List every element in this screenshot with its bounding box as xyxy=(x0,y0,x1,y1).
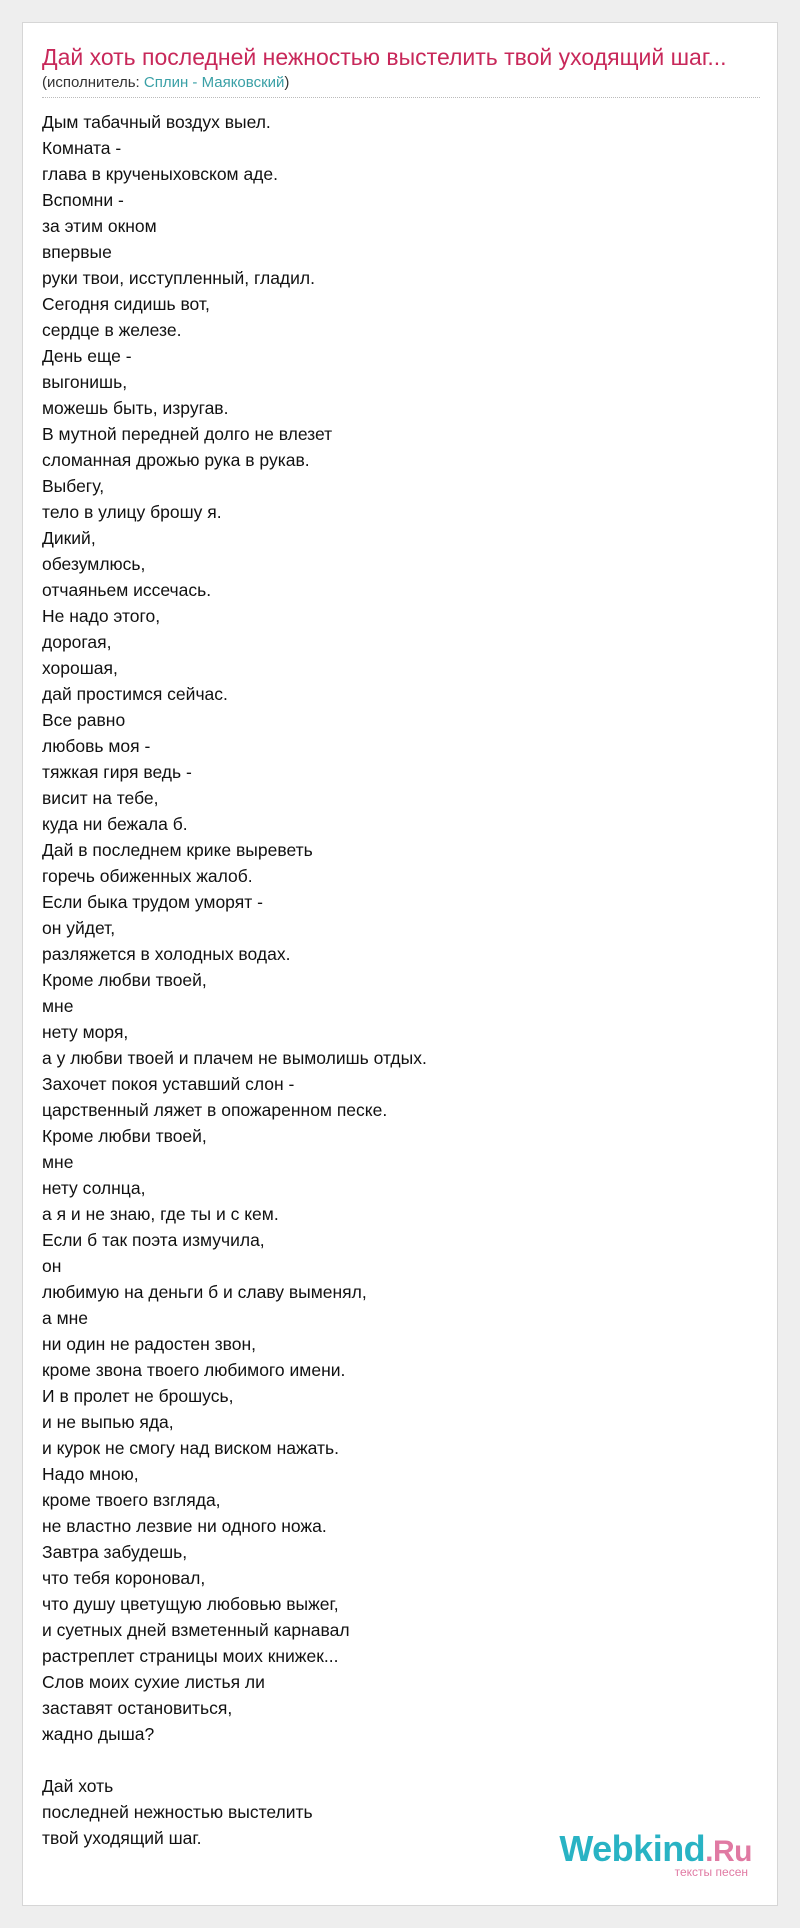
lyrics-line: что тебя короновал, xyxy=(42,1568,206,1588)
lyrics-line: мне xyxy=(42,996,74,1016)
lyrics-line: Кроме любви твоей, xyxy=(42,1126,207,1146)
lyrics-line: Кроме любви твоей, xyxy=(42,970,207,990)
lyrics-line: День еще - xyxy=(42,346,132,366)
lyrics-line: ни один не радостен звон, xyxy=(42,1334,257,1354)
artist-link[interactable]: Сплин - Маяковский xyxy=(143,74,285,91)
lyrics-line: впервые xyxy=(42,242,112,262)
lyrics-line: тело в улицу брошу я. xyxy=(42,502,222,522)
lyrics-line: а мне xyxy=(42,1308,89,1328)
lyrics-line: он xyxy=(42,1256,62,1276)
logo-main-text: Webkind xyxy=(559,1828,706,1869)
lyrics-line: жадно дыша? xyxy=(42,1724,155,1744)
lyrics-line: Все равно xyxy=(42,710,126,730)
lyrics-line: нету моря, xyxy=(42,1022,129,1042)
lyrics-line: руки твои, исступленный, гладил. xyxy=(42,268,315,288)
lyrics-line: Дикий, xyxy=(42,528,96,548)
lyrics-line: а я и не знаю, где ты и с кем. xyxy=(42,1204,279,1224)
lyrics-line: выгонишь, xyxy=(42,372,128,392)
lyrics-line: и суетных дней взметенный карнавал xyxy=(42,1620,350,1640)
lyrics-line: растреплет страницы моих книжек... xyxy=(42,1646,339,1666)
lyrics-line: горечь обиженных жалоб. xyxy=(42,866,253,886)
lyrics-line: нету солнца, xyxy=(42,1178,146,1198)
lyrics-line: что душу цветущую любовью выжег, xyxy=(42,1594,339,1614)
lyrics-line: Если быка трудом уморят - xyxy=(42,892,263,912)
lyrics-line: И в пролет не брошусь, xyxy=(42,1386,234,1406)
lyrics-line: глава в крученыховском аде. xyxy=(42,164,278,184)
lyrics-text xyxy=(42,109,760,1851)
lyrics-line: заставят остановиться, xyxy=(42,1698,233,1718)
lyrics-line: Если б так поэта измучила, xyxy=(42,1230,265,1250)
lyrics-line: Не надо этого, xyxy=(42,606,161,626)
lyrics-content xyxy=(42,43,760,1851)
lyrics-line: дай простимся сейчас. xyxy=(42,684,228,704)
lyrics-line: твой уходящий шаг. xyxy=(42,1828,202,1848)
lyrics-line: хорошая, xyxy=(42,658,118,678)
lyrics-line: не властно лезвие ни одного ножа. xyxy=(42,1516,327,1536)
lyrics-line: Сегодня сидишь вот, xyxy=(42,294,210,314)
lyrics-blank-line xyxy=(42,1747,760,1773)
logo-tagline: тексты песен xyxy=(674,1865,748,1879)
lyrics-line: можешь быть, изругав. xyxy=(42,398,229,418)
site-logo[interactable] xyxy=(542,1829,752,1877)
lyrics-line: Выбегу, xyxy=(42,476,105,496)
lyrics-line: Дай в последнем крике выреветь xyxy=(42,840,313,860)
lyrics-line: Дым табачный воздух выел. xyxy=(42,112,271,132)
lyrics-line: Вспомни - xyxy=(42,190,124,210)
lyrics-line: кроме звона твоего любимого имени. xyxy=(42,1360,346,1380)
lyrics-line: и не выпью яда, xyxy=(42,1412,174,1432)
artist-prefix: (исполнитель: xyxy=(42,74,144,91)
lyrics-line: разляжется в холодных водах. xyxy=(42,944,291,964)
lyrics-line: и курок не смогу над виском нажать. xyxy=(42,1438,340,1458)
lyrics-line: любовь моя - xyxy=(42,736,151,756)
lyrics-line: сердце в железе. xyxy=(42,320,182,340)
logo-tld: .Ru xyxy=(705,1835,752,1868)
lyrics-line: любимую на деньги б и славу выменял, xyxy=(42,1282,367,1302)
lyrics-line: мне xyxy=(42,1152,74,1172)
lyrics-line: Дай хоть xyxy=(42,1776,114,1796)
lyrics-line: Захочет покоя уставший слон - xyxy=(42,1074,295,1094)
artist-line xyxy=(42,74,760,98)
lyrics-line: кроме твоего взгляда, xyxy=(42,1490,221,1510)
lyrics-card xyxy=(22,22,778,1906)
lyrics-line: висит на тебе, xyxy=(42,788,159,808)
lyrics-line: а у любви твоей и плачем не вымолишь отдых. xyxy=(42,1048,427,1068)
lyrics-line: царственный ляжет в опожаренном песке. xyxy=(42,1100,388,1120)
artist-suffix: ) xyxy=(284,74,290,91)
lyrics-line: за этим окном xyxy=(42,216,157,236)
lyrics-line: Завтра забудешь, xyxy=(42,1542,188,1562)
song-title: Дай хоть последней нежностью выстелить твой уходящий шаг... xyxy=(42,44,727,70)
lyrics-line: обезумлюсь, xyxy=(42,554,146,574)
lyrics-line: В мутной передней долго не влезет xyxy=(42,424,333,444)
lyrics-line: сломанная дрожью рука в рукав. xyxy=(42,450,310,470)
lyrics-line: тяжкая гиря ведь - xyxy=(42,762,192,782)
lyrics-line: отчаяньем иссечась. xyxy=(42,580,212,600)
lyrics-line: куда ни бежала б. xyxy=(42,814,188,834)
lyrics-line: последней нежностью выстелить xyxy=(42,1802,313,1822)
lyrics-line: он уйдет, xyxy=(42,918,116,938)
lyrics-line: Комната - xyxy=(42,138,122,158)
lyrics-line: Надо мною, xyxy=(42,1464,139,1484)
lyrics-line: Слов моих сухие листья ли xyxy=(42,1672,265,1692)
lyrics-line: дорогая, xyxy=(42,632,112,652)
